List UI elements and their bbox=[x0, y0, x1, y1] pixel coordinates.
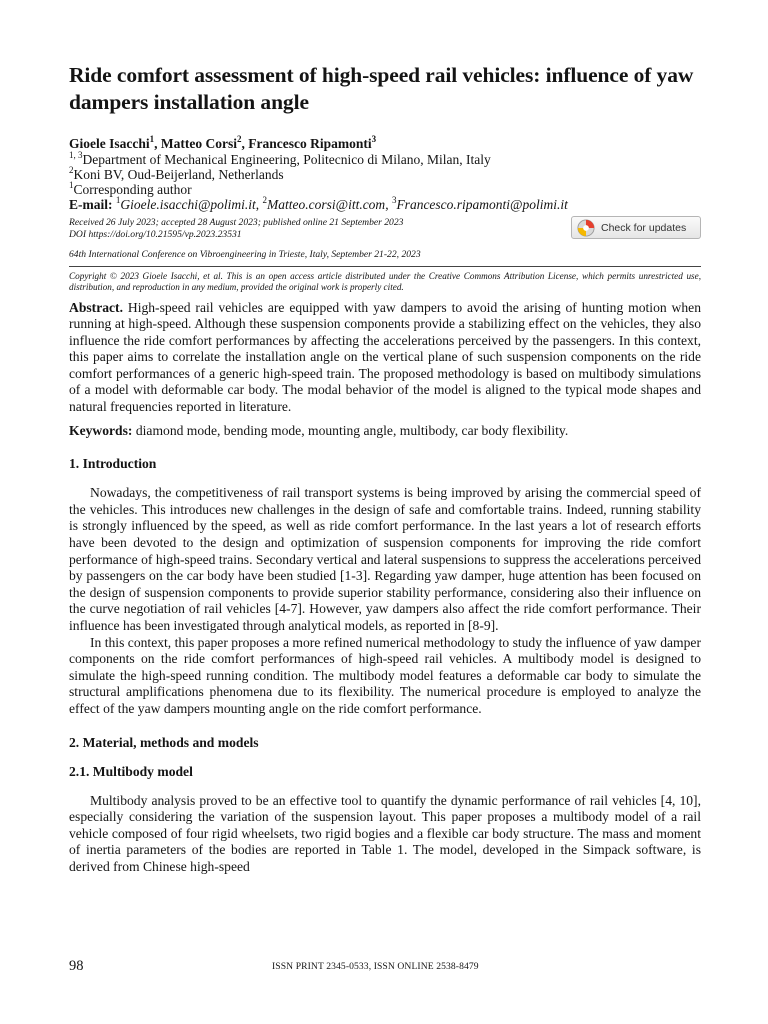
check-for-updates-label: Check for updates bbox=[601, 221, 687, 234]
author-sup: 3 bbox=[371, 133, 377, 144]
publication-meta bbox=[69, 217, 701, 243]
author-sup: 2 bbox=[236, 133, 242, 144]
doi-link[interactable]: DOI https://doi.org/10.21595/vp.2023.23531 bbox=[69, 228, 242, 240]
email-link[interactable]: Francesco.ripamonti@polimi.it bbox=[396, 197, 568, 212]
author-name: Francesco Ripamonti bbox=[248, 136, 372, 151]
affiliation-sup: 1 bbox=[69, 179, 74, 190]
crossmark-icon bbox=[577, 219, 595, 237]
check-for-updates-button[interactable] bbox=[571, 216, 701, 239]
affiliation-text: Corresponding author bbox=[73, 182, 192, 197]
divider bbox=[69, 266, 701, 267]
keywords-text: diamond mode, bending mode, mounting angle, multibody, car body flexibility. bbox=[132, 422, 569, 438]
keywords-label: Keywords: bbox=[69, 422, 133, 438]
page-number: 98 bbox=[69, 958, 84, 974]
paper-title: Ride comfort assessment of high-speed rail vehicles: influence of yaw dampers installation angle bbox=[69, 63, 694, 114]
email-line: E-mail: $^1$Gioele.isacchi@polimi.it, $^2$Matteo.corsi@itt.com, $^3$Francesco.ripamonti@polimi.it bbox=[69, 194, 568, 212]
abstract-label: Abstract. bbox=[69, 299, 123, 315]
keywords bbox=[69, 423, 701, 440]
email-sup: 2 bbox=[262, 194, 268, 205]
paragraph: Multibody analysis proved to be an effective tool to quantify the dynamic performance of rail vehicles [4, 10], especially considering the variation of the suspension layout. This paper proposes a multibody model of a rail vehicle composed of four rigid wheelsets, two rigid bogies and a flexible car body structure. The mass and moment of inertia parameters of the bodies are reported in Table 1. The model, developed in the Simpack software, is derived from Chinese high-speed bbox=[69, 792, 701, 874]
affiliation-sup: 2 bbox=[69, 164, 74, 175]
author-list: Gioele Isacchi$^1$, Matteo Corsi$^2$, Francesco Ripamonti$^3$ bbox=[69, 133, 377, 151]
received-dates: Received 26 July 2023; accepted 28 August 2023; published online 21 September 2023 bbox=[69, 217, 404, 228]
author-name: Matteo Corsi bbox=[160, 136, 237, 151]
section-heading: 2. Material, methods and models bbox=[69, 734, 259, 750]
paragraph: Nowadays, the competitiveness of rail transport systems is being improved by arising the commercial speed of the vehicles. This introduces new challenges in the design of safe and comfortable trains. Indeed, running stability is strongly influenced by the speed, as well as ride comfort performance. In the last years a lot of research efforts have been devoted to the design and optimization of suspension components for improving the ride comfort performance of high-speed trains. Secondary vertical and lateral suspensions to suppress the accelerations perceived by passengers on the car body have been studied [1-3]. Regarding yaw damper, huge attention has been focused on the design of suspension components to provide superior stability performance, considering also their influence on the curve negotiation of rail vehicles [4-7]. However, yaw dampers also affect the ride comfort performance. Their influence has been investigated through analytical models, as reported in [8-9]. bbox=[69, 485, 701, 633]
affiliation-text: Koni BV, Oud-Beijerland, Netherlands bbox=[73, 167, 284, 182]
copyright-notice: Copyright © 2023 Gioele Isacchi, et al. This is an open access article distributed under the Creative Commons Attribution License, which permits unrestricted use, distribution, and reproduction in any medium, provided the original work is properly cited. bbox=[69, 270, 701, 292]
paragraph: In this context, this paper proposes a more refined numerical methodology to study the influence of yaw damper components on the ride comfort performances of high-speed rail vehicles. A multibody model is designed to simulate the high-speed running condition. The multibody model features a deformable car body to simulate the structural amplifications phenomena due to its flexibility. The numerical procedure is employed to analyze the effect of the yaw dampers mounting angle on the ride comfort performance. bbox=[69, 634, 701, 716]
author-name: Gioele Isacchi bbox=[69, 136, 150, 151]
affiliation-sup: 1, 3 bbox=[69, 149, 83, 160]
section-heading: 1. Introduction bbox=[69, 456, 157, 472]
affiliation bbox=[69, 179, 701, 197]
abstract-text: High-speed rail vehicles are equipped with yaw dampers to avoid the arising of hunting motion when running at high-speed. Although these suspension components provide a stabilizing effect on the vehicles, they also influence the ride comfort performances by affecting the accelerations perceived by the passengers. In this context, this paper aims to correlate the installation angle on the vertical plane of such suspension components on the ride comfort performances of a generic high-speed train. The proposed methodology is based on multibody simulations of a model with deformable car body. The modal behavior of the model is aligned to the typical mode shapes and natural frequencies reported in literature. bbox=[69, 299, 701, 415]
conference-line: 64th International Conference on Vibroengineering in Trieste, Italy, September 21-22, 2023 bbox=[69, 249, 421, 260]
email-label: E-mail: bbox=[69, 197, 116, 212]
email-link[interactable]: Gioele.isacchi@polimi.it bbox=[120, 197, 256, 212]
abstract bbox=[69, 300, 701, 416]
affiliation-text: Department of Mechanical Engineering, Politecnico di Milano, Milan, Italy bbox=[82, 152, 491, 167]
author-sup: 1 bbox=[149, 133, 155, 144]
affiliation bbox=[69, 149, 701, 167]
email-sup: 3 bbox=[391, 194, 397, 205]
issn-footer: ISSN PRINT 2345-0533, ISSN ONLINE 2538-8479 bbox=[272, 961, 479, 972]
paper-page bbox=[69, 62, 701, 876]
email-sup: 1 bbox=[115, 194, 121, 205]
email-link[interactable]: Matteo.corsi@itt.com bbox=[267, 197, 386, 212]
affiliation bbox=[69, 164, 701, 182]
subsection-heading: 2.1. Multibody model bbox=[69, 763, 193, 779]
